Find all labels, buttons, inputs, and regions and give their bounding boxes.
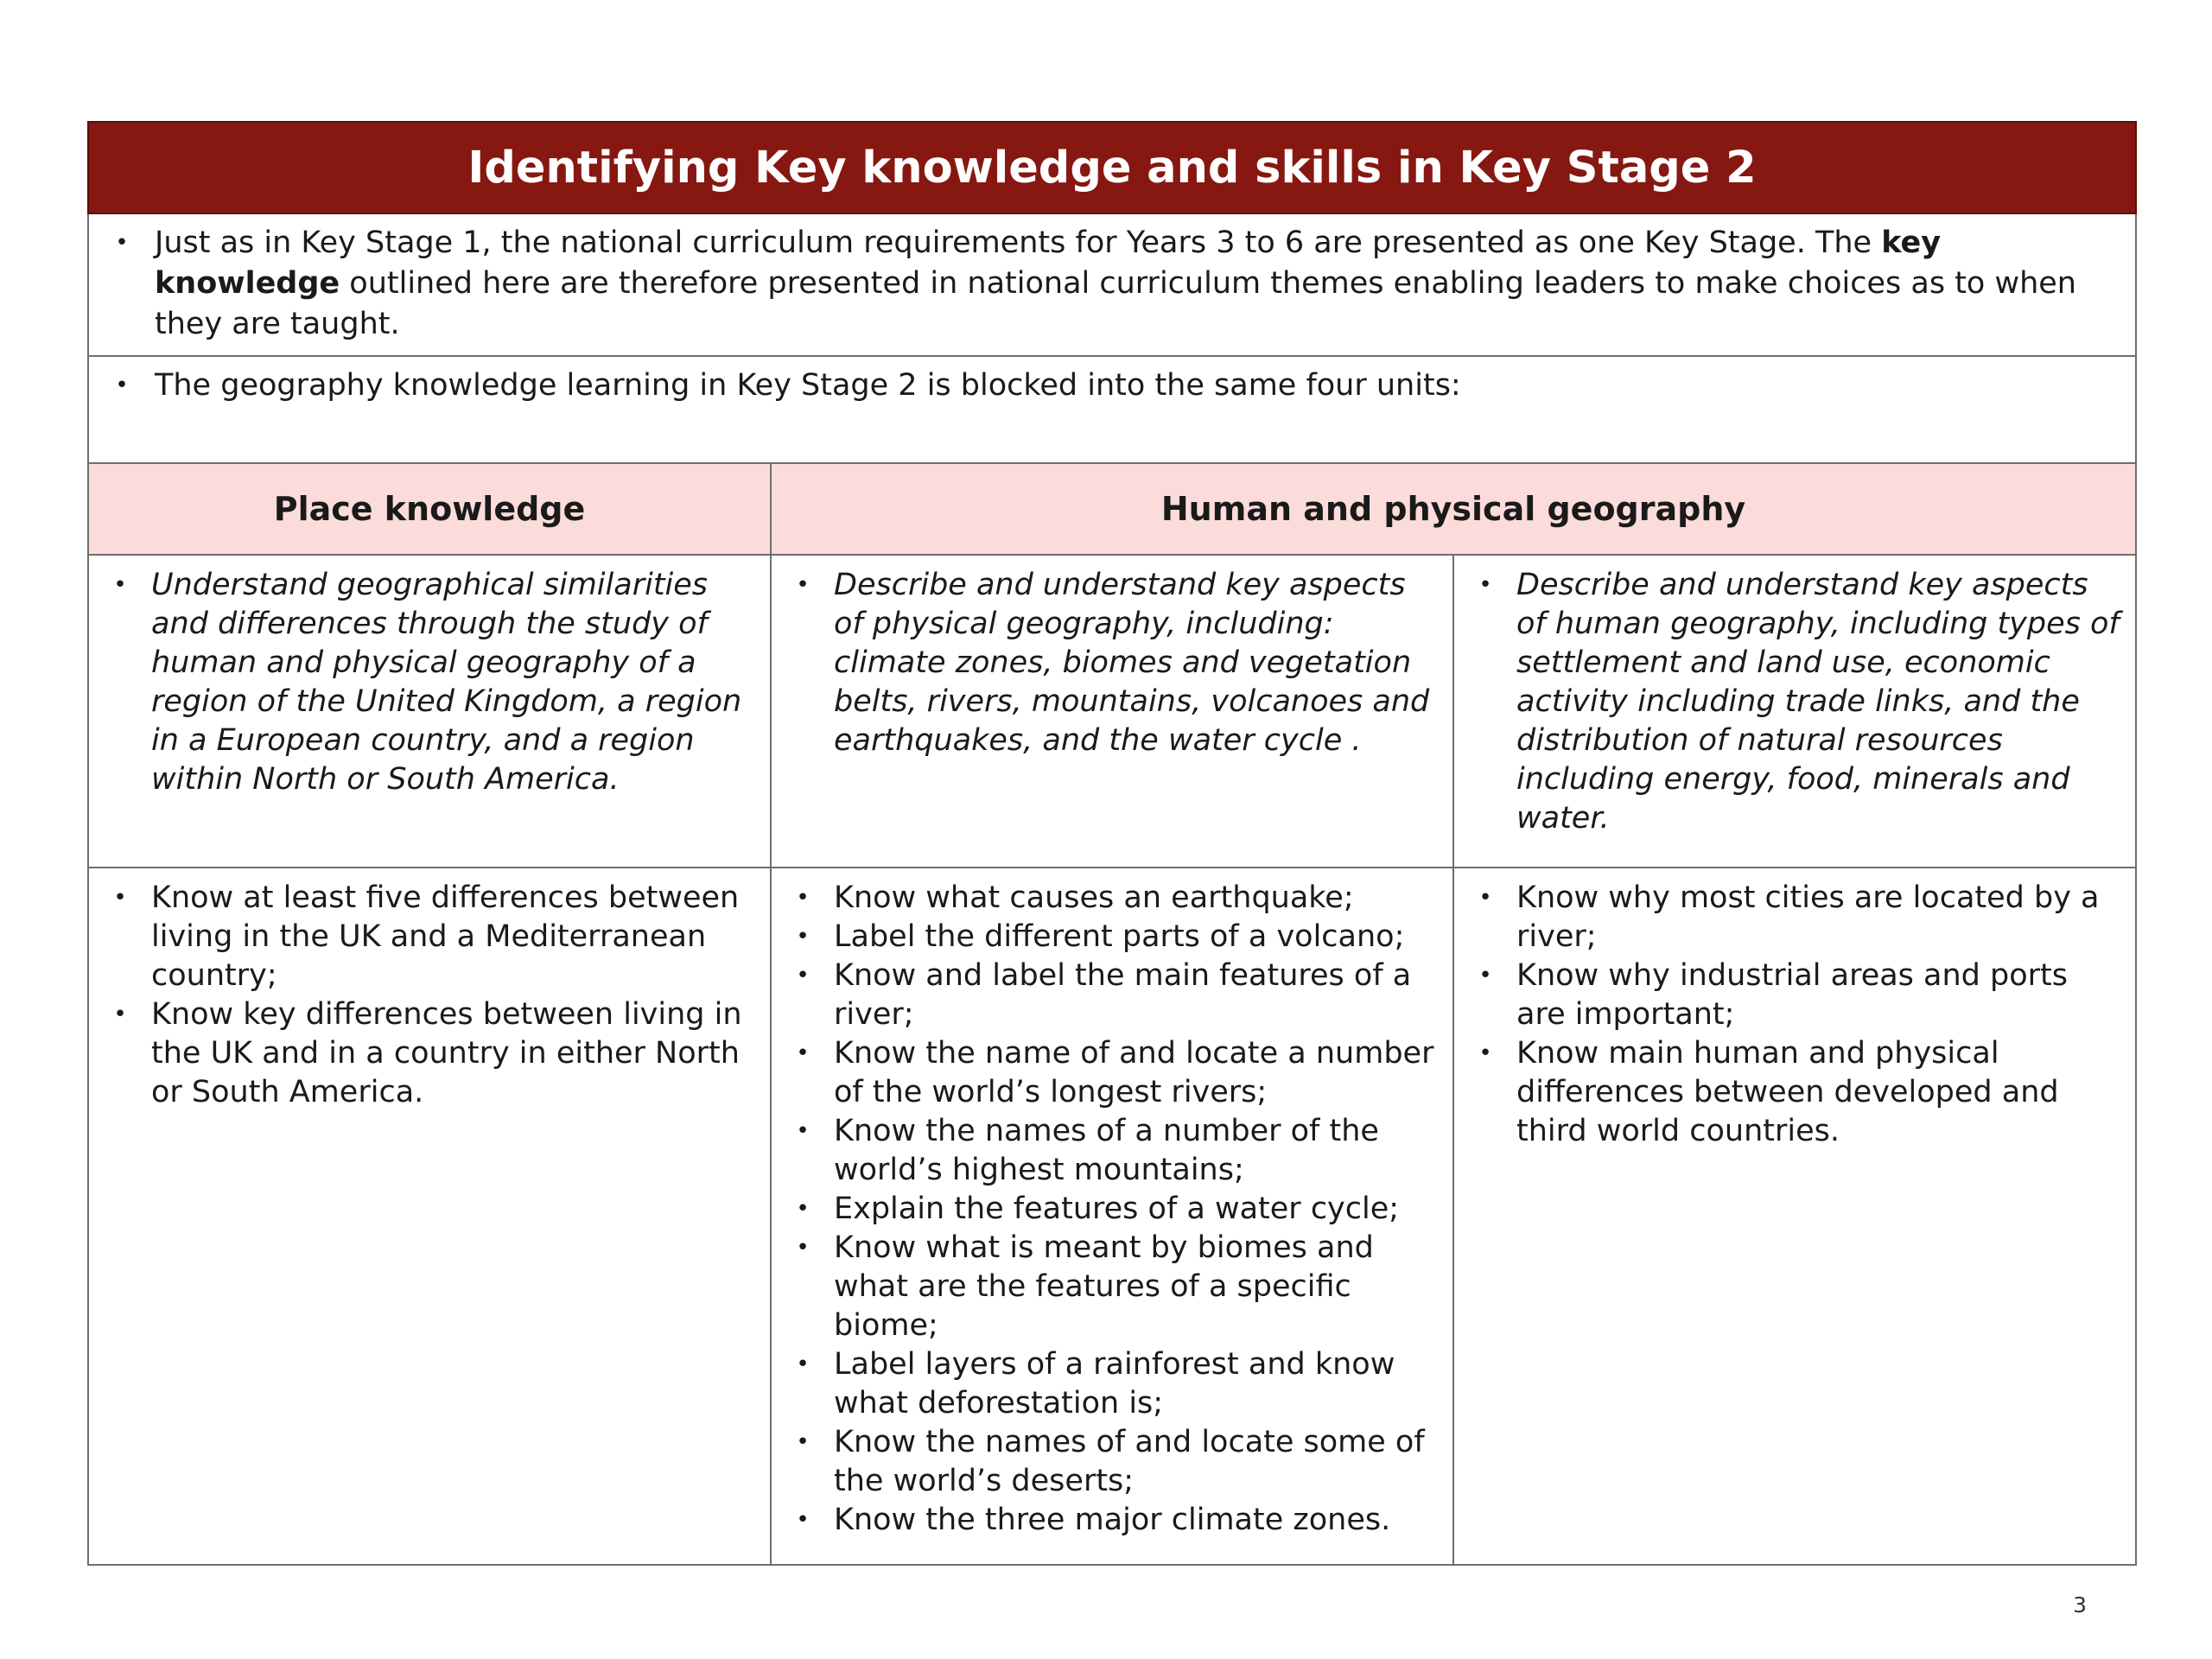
list-item: • Know why most cities are located by a river; [1454, 879, 2123, 957]
skills-place [88, 868, 771, 1565]
list-item: • Know why industrial areas and ports are important; [1454, 957, 2123, 1034]
bullet-icon: • [796, 1118, 810, 1144]
bullet-icon: • [796, 1235, 810, 1261]
intro-paragraph-1: • Just as in Key Stage 1, the national curriculum requirements for Years 3 to 6 are presented as one Key Stage. The key knowledge outlined here are therefore presented in national curriculum themes enabling leaders to make choices as to when they are taught. [88, 213, 2136, 356]
list-item: • Know and label the main features of a river; [772, 957, 1440, 1034]
table-title: Identifying Key knowledge and skills in Key Stage 2 [88, 122, 2136, 213]
list-item: • Label the different parts of a volcano; [772, 918, 1440, 957]
list-item: • Know the three major climate zones. [772, 1501, 1440, 1540]
aim-human: • Describe and understand key aspects of human geography, including types of settlement and land use, economic activity including trade links, and the distribution of natural resources including energy, food, minerals and water. [1453, 555, 2136, 868]
bullet-icon: • [796, 924, 810, 950]
bullet-icon: • [796, 1196, 810, 1222]
list-item: • Label layers of a rainforest and know what deforestation is; [772, 1345, 1440, 1423]
bullet-icon: • [796, 1040, 810, 1066]
aim-physical: • Describe and understand key aspects of physical geography, including: climate zones, biomes and vegetation belts, rivers, mountains, volcanoes and earthquakes, and the water cycle . [771, 555, 1453, 868]
bullet-icon: • [115, 372, 129, 398]
list-item: • Know key differences between living in the UK and in a country in either North or South America. [89, 995, 758, 1112]
bullet-icon: • [1478, 963, 1492, 988]
bullet-icon: • [113, 572, 127, 598]
bullet-icon: • [1478, 572, 1492, 598]
bullet-icon: • [796, 963, 810, 988]
bullet-icon: • [796, 1507, 810, 1533]
bullet-icon: • [796, 1351, 810, 1377]
aim-place: • Understand geographical similarities and differences through the study of human and physical geography of a region of the United Kingdom, a region in a European country, and a region within North or South America. [88, 555, 771, 868]
bullet-icon: • [115, 230, 129, 256]
bullet-icon: • [1478, 885, 1492, 911]
bullet-icon: • [113, 885, 127, 911]
list-item: • Know at least five differences between living in the UK and a Mediterranean country; [89, 879, 758, 995]
bullet-icon: • [796, 885, 810, 911]
page-number: 3 [2073, 1592, 2087, 1618]
intro-paragraph-2: • The geography knowledge learning in Key Stage 2 is blocked into the same four units: [88, 356, 2136, 463]
skills-human [1453, 868, 2136, 1565]
key-knowledge-emphasis: key knowledge [155, 226, 1942, 301]
header-place-knowledge: Place knowledge [88, 463, 771, 555]
bullet-icon: • [113, 1001, 127, 1027]
header-human-physical-geography: Human and physical geography [771, 463, 2136, 555]
key-knowledge-table [87, 121, 2137, 1566]
bullet-icon: • [796, 1429, 810, 1455]
list-item: • Know the names of a number of the world’s highest mountains; [772, 1112, 1440, 1190]
list-item: • Know what is meant by biomes and what are the features of a specific biome; [772, 1229, 1440, 1345]
list-item: • Know what causes an earthquake; [772, 879, 1440, 918]
list-item: • Explain the features of a water cycle; [772, 1190, 1440, 1229]
bullet-icon: • [796, 572, 810, 598]
skills-physical [771, 868, 1453, 1565]
list-item: • Know the names of and locate some of the world’s deserts; [772, 1423, 1440, 1501]
list-item: • Know main human and physical differences between developed and third world countries. [1454, 1034, 2123, 1151]
list-item: • Know the name of and locate a number of the world’s longest rivers; [772, 1034, 1440, 1112]
bullet-icon: • [1478, 1040, 1492, 1066]
